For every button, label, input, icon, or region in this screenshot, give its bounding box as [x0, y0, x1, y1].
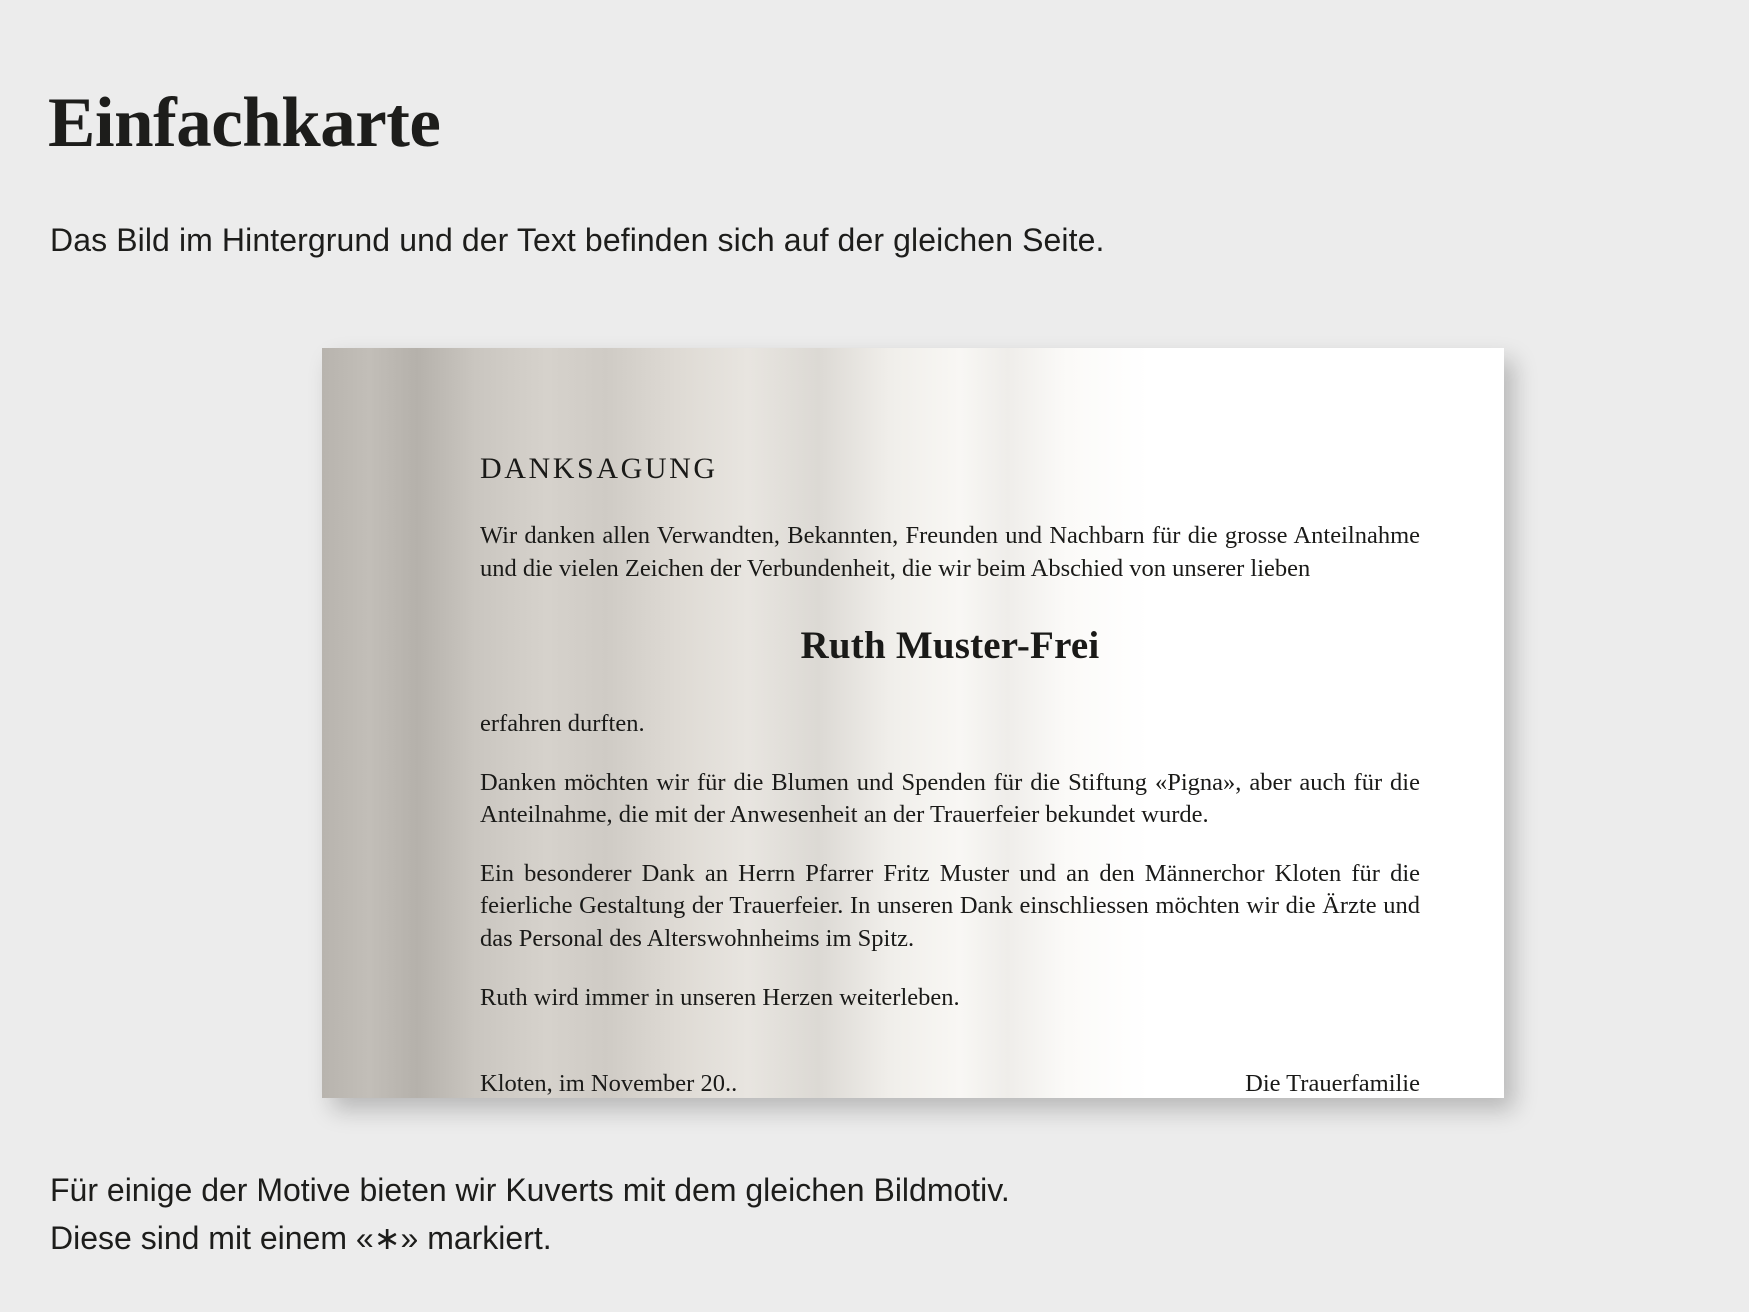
page-title: Einfachkarte — [48, 83, 441, 162]
card-footer — [480, 1070, 1420, 1098]
footer-note-line-1: Für einige der Motive bieten wir Kuverts mit dem gleichen Bildmotiv. — [50, 1172, 1010, 1208]
card-place-date: Kloten, im November 20.. — [480, 1070, 738, 1098]
card-signature: Die Trauerfamilie — [1245, 1070, 1420, 1098]
footer-note — [50, 1166, 1010, 1262]
card-preview — [322, 348, 1504, 1098]
card-heading: DANKSAGUNG — [480, 452, 718, 485]
card-paragraph-2: erfahren durften. — [480, 710, 645, 738]
card-deceased-name: Ruth Muster-Frei — [800, 624, 1100, 668]
card-paragraph-5: Ruth wird immer in unseren Herzen weiterleben. — [480, 983, 960, 1011]
card-paragraph-1: Wir danken allen Verwandten, Bekannten, Freunden und Nachbarn für die grosse Anteilnahme und die vielen Zeichen der Verbundenheit, die wir beim Abschied von unserer lieben — [480, 522, 1420, 582]
card-paragraph-4: Ein besonderer Dank an Herrn Pfarrer Fritz Muster und an den Männerchor Kloten für die feierliche Gestaltung der Trauerfeier. In unseren Dank einschliessen möchten wir die Ärzte und das Personal des Alterswohnheims im Spitz. — [480, 859, 1420, 953]
card-surface — [322, 348, 1504, 1098]
card-text-block — [480, 452, 1420, 1098]
card-paragraph-3: Danken möchten wir für die Blumen und Spenden für die Stiftung «Pigna», aber auch für die Anteilnahme, die mit der Anwesenheit an der Trauerfeier bekundet wurde. — [480, 768, 1420, 829]
footer-note-line-2: Diese sind mit einem «∗» markiert. — [50, 1220, 552, 1256]
intro-description: Das Bild im Hintergrund und der Text befinden sich auf der gleichen Seite. — [50, 222, 1105, 258]
